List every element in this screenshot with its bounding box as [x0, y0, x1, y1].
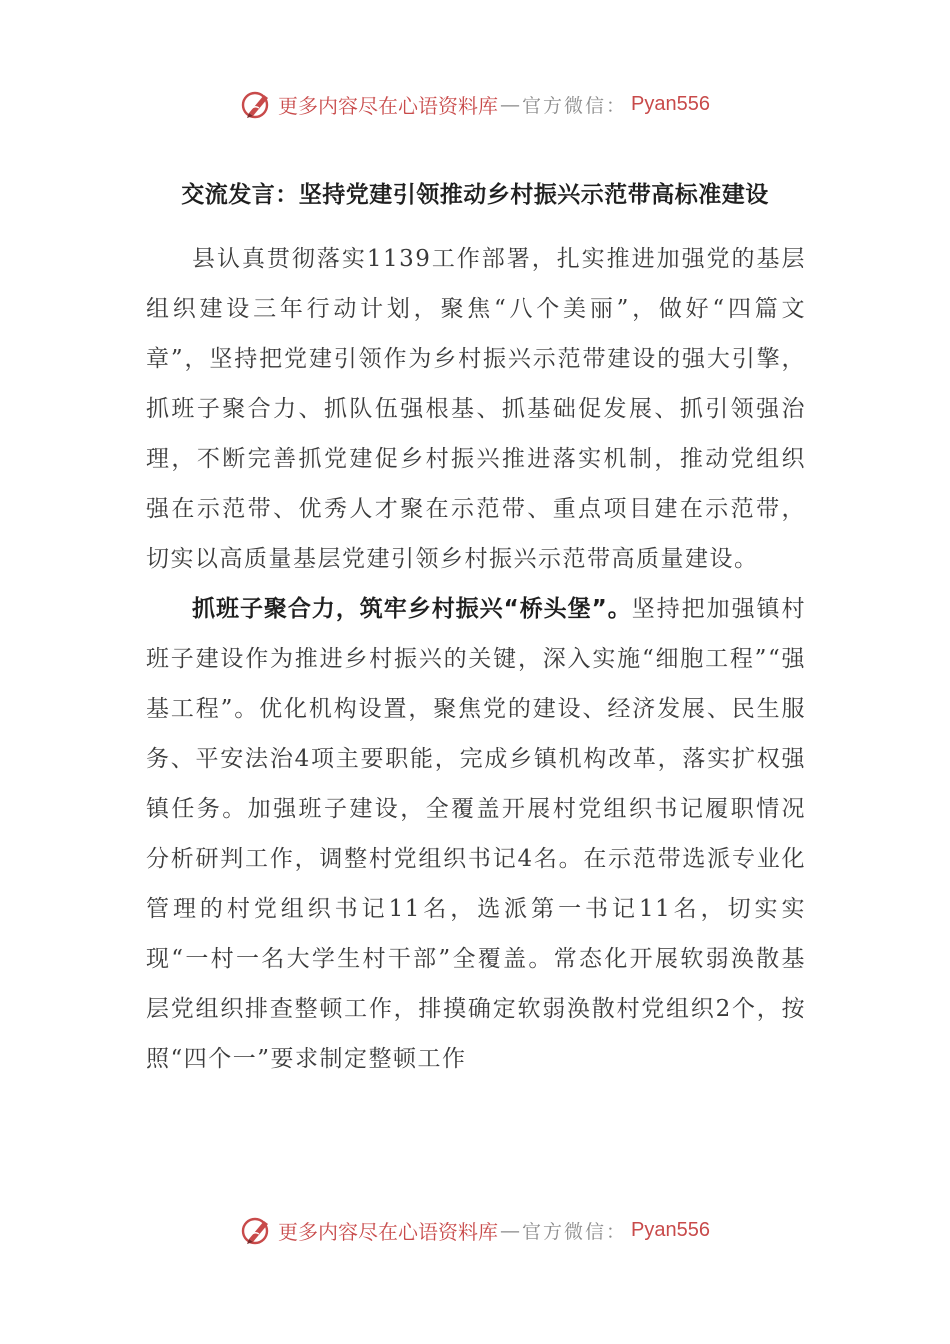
header-separator: —	[500, 92, 520, 116]
header-banner	[0, 84, 950, 124]
footer-wechat-id: Pyan556	[631, 1218, 710, 1241]
section-body: 坚持把加强镇村班子建设作为推进乡村振兴的关键，深入实施“细胞工程”“强基工程”。优化机构设置，聚焦党的建设、经济发展、民生服务、平安法治4项主要职能，完成乡镇机构改革，落实扩权强镇任务。加强班子建设，全覆盖开展村党组织书记履职情况分析研判工作，调整村党组织书记4名。在示范带选派专业化管理的村党组织书记11名，选派第一书记11名，切实实现“一村一名大学生村干部”全覆盖。常态化开展软弱涣散基层党组织排查整顿工作，排摸确定软弱涣散村党组织2个，按照“四个一”要求制定整顿工作	[146, 596, 807, 1072]
footer-promo-text: 更多内容尽在心语资料库	[278, 1219, 498, 1244]
footer-wechat-label: 官方微信：	[522, 1220, 628, 1243]
header-promo-text: 更多内容尽在心语资料库	[278, 93, 498, 118]
pen-logo-icon	[240, 87, 274, 121]
footer-banner	[0, 1210, 950, 1250]
document-title: 交流发言：坚持党建引领推动乡村振兴示范带高标准建设	[181, 182, 769, 208]
header-wechat-label: 官方微信：	[522, 94, 628, 117]
document-body	[146, 234, 806, 1084]
header-wechat-id: Pyan556	[631, 92, 710, 115]
section-paragraph	[146, 584, 806, 1084]
footer-separator: —	[500, 1218, 520, 1242]
intro-paragraph: 县认真贯彻落实1139工作部署，扎实推进加强党的基层组织建设三年行动计划，聚焦“八个美丽”，做好“四篇文章”，坚持把党建引领作为乡村振兴示范带建设的强大引擎，抓班子聚合力、抓队伍强根基、抓基础促发展、抓引领强治理，不断完善抓党建促乡村振兴推进落实机制，推动党组织强在示范带、优秀人才聚在示范带、重点项目建在示范带，切实以高质量基层党建引领乡村振兴示范带高质量建设。	[146, 246, 806, 572]
pen-logo-icon	[240, 1213, 274, 1247]
section-lead: 抓班子聚合力，筑牢乡村振兴“桥头堡”。	[192, 596, 632, 622]
